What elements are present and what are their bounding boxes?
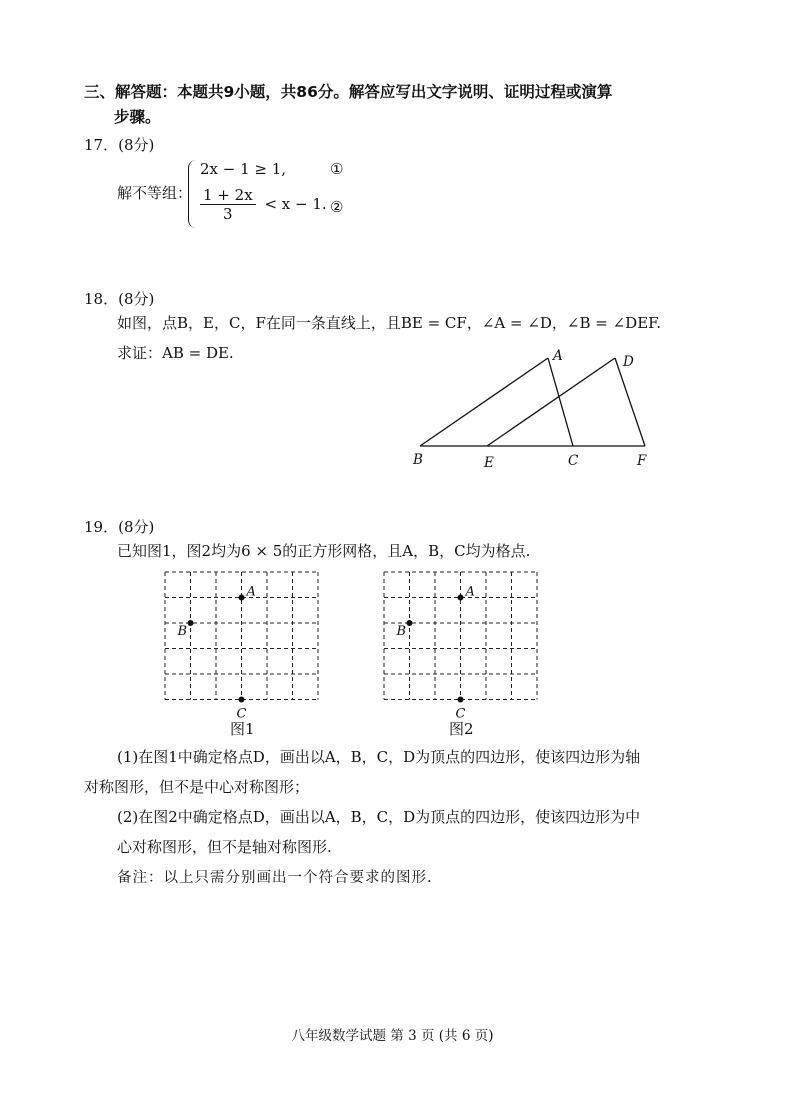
q18-text: 如图，点B，E，C，F在同一条直线上，且BE = CF，∠A = ∠D，∠B = ∠DEF.: [117, 314, 662, 332]
fig1-caption: 图1: [230, 720, 255, 738]
q19-part2: [84, 802, 724, 862]
q19-label: 19．(8分): [84, 518, 155, 536]
lattice-point-B: [188, 620, 194, 626]
section-heading-line2: 步骤。: [114, 108, 161, 126]
page-footer: 八年级数学试题 第 3 页 (共 6 页): [291, 1028, 494, 1044]
lattice-label-B: B: [396, 624, 407, 639]
fig2-caption: 图2: [449, 720, 474, 738]
point-label-D: D: [623, 354, 634, 370]
point-label-E: E: [484, 455, 494, 471]
q17-label: 17．(8分): [84, 136, 155, 154]
q17-inequality-1: 2x − 1 ≥ 1,: [200, 160, 287, 178]
lattice-point-B: [407, 620, 413, 626]
lattice-point-A: [458, 595, 464, 601]
q19-part1-line1: (1)在图1中确定格点D，画出以A，B，C，D为顶点的四边形，使该四边形为轴: [117, 748, 641, 766]
lattice-label-C: C: [455, 706, 466, 722]
q17-fraction-numerator: 1 + 2x: [200, 186, 256, 205]
q19-part1: [84, 742, 724, 802]
lattice-label-A: A: [465, 584, 475, 600]
section-heading-line1: 三、解答题：本题共9小题，共86分。解答应写出文字说明、证明过程或演算: [84, 83, 613, 101]
q19-part1-line2: 对称图形，但不是中心对称图形；: [84, 778, 310, 796]
grid-figure-1: [165, 572, 318, 722]
q19-part2-line1: (2)在图2中确定格点D，画出以A，B，C，D为顶点的四边形，使该四边形为中: [117, 808, 641, 826]
q19-part2-line2: 心对称图形，但不是轴对称图形.: [117, 838, 332, 856]
q19-text: 已知图1，图2均为6 × 5的正方形网格，且A，B，C均为格点.: [117, 542, 531, 560]
point-label-B: B: [413, 452, 423, 468]
lattice-point-C: [458, 697, 464, 703]
q17-mark-1: ①: [330, 160, 344, 178]
lattice-label-B: B: [177, 624, 188, 639]
lattice-point-A: [239, 595, 245, 601]
q18-prove: 求证：AB = DE.: [117, 344, 234, 362]
q17-fraction-denominator: 3: [223, 205, 233, 223]
q17-prompt: 解不等组：: [117, 184, 193, 202]
grid-figure-2: [384, 572, 537, 722]
point-label-C: C: [568, 453, 579, 469]
lattice-label-A: A: [246, 584, 256, 600]
q17-inequality-2-rest: < x − 1.: [264, 194, 327, 213]
q19-note: 备注：以上只需分别画出一个符合要求的图形.: [117, 870, 433, 886]
lattice-label-C: C: [236, 706, 247, 722]
point-label-F: F: [637, 453, 647, 469]
lattice-point-C: [239, 697, 245, 703]
point-label-A: A: [553, 348, 563, 364]
q18-label: 18．(8分): [84, 290, 155, 308]
q17-mark-2: ②: [330, 198, 344, 216]
